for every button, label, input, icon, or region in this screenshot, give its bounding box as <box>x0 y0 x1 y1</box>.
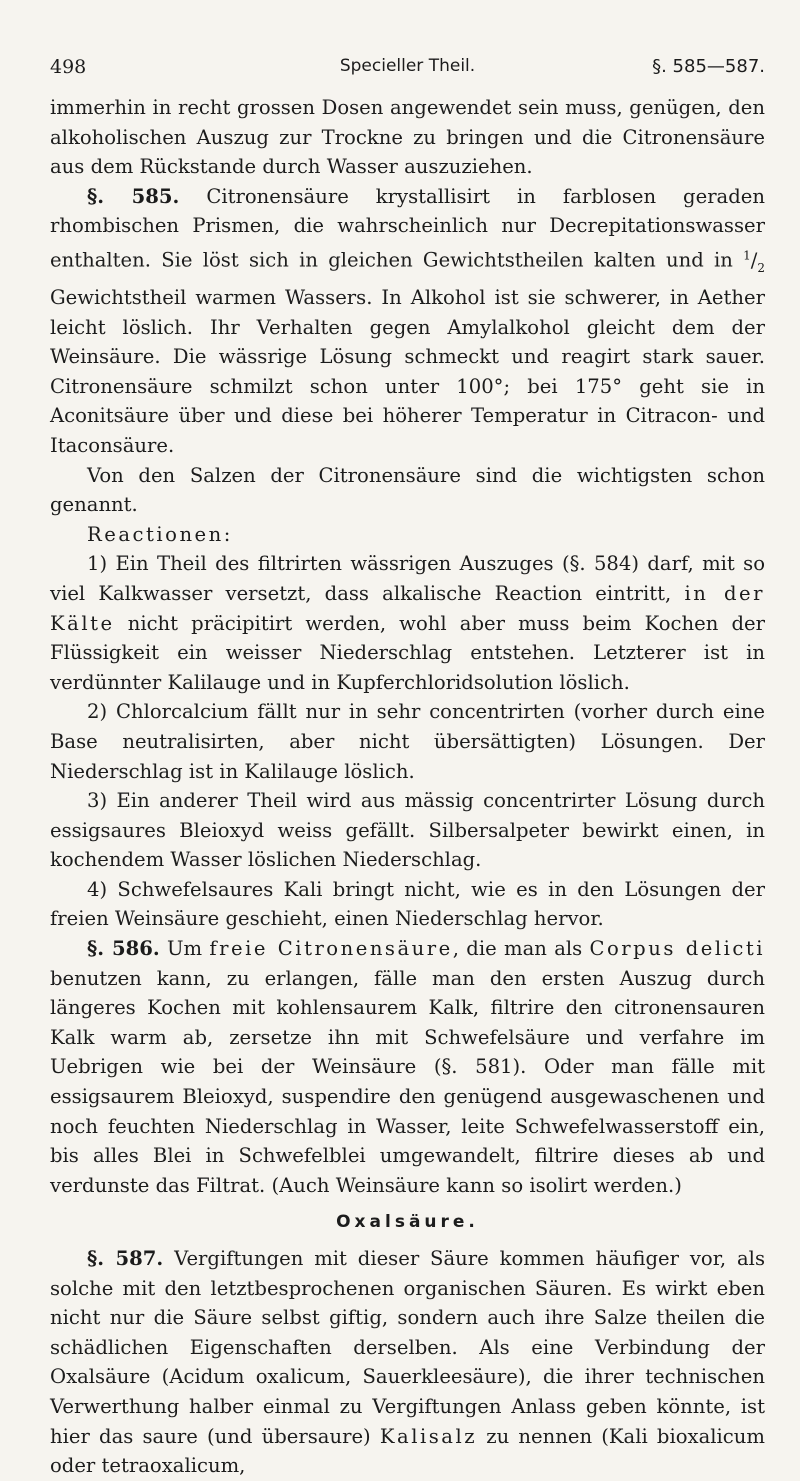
paragraph-587: §. 587. Vergiftungen mit dieser Säure kommen häufiger vor, als solche mit den letztbesprochenen organischen Säuren. Es wirkt eben nicht nur die Säure selbst giftig, sondern auch ihre Salze theilen die schädlichen Eigenschaften derselben. Als eine Verbindung der Oxalsäure (Acidum oxalicum, Sauerkleesäure), die ihrer technischen Verwerthung halber einmal zu Vergiftungen Anlass geben könnte, ist hier das saure (und übersaure) Kalisalz zu nennen (Kali bioxalicum oder tetraoxalicum, <box>50 1247 765 1478</box>
page-number: 498 <box>50 56 87 78</box>
page-body <box>50 93 765 1481</box>
section-number: §. 586. <box>87 937 160 961</box>
reaction-1: 1) Ein Theil des filtrirten wässrigen Auszuges (§. 584) darf, mit so viel Kalkwasser versetzt, dass alkalische Reaction eintritt, in der Kälte nicht präcipitirt werden, wohl aber muss beim Kochen der Flüssigkeit ein weisser Niederschlag entstehen. Letzterer ist in verdünnter Kalilauge und in Kupferchloridsolution löslich. <box>50 552 765 694</box>
section-number: §. 585. <box>87 184 180 208</box>
paragraph-585: §. 585. Citronensäure krystallisirt in farblosen geraden rhombischen Prismen, die wahrscheinlich nur Decrepitationswasser enthalten. Sie löst sich in gleichen Gewichtstheilen kalten und in $^1/_2$ Gewichtstheil warmen Wassers. In Alkohol ist sie schwerer, in Aether leicht löslich. Ihr Verhalten gegen Amylalkohol gleicht dem der Weinsäure. Die wässrige Lösung schmeckt und reagirt stark sauer. Citronensäure schmilzt schon unter 100°; bei 175° geht sie in Aconitsäure über und diese bei höherer Temperatur in Citracon- und Itaconsäure. <box>50 184 765 457</box>
fraction: $^1/_2$ <box>743 247 765 275</box>
reaction-3: 3) Ein anderer Theil wird aus mässig concentrirter Lösung durch essigsaures Bleioxyd weiss gefällt. Silbersalpeter bewirkt einen, in kochendem Wasser löslichen Niederschlag. <box>50 789 765 872</box>
reactions-heading: Reactionen: <box>87 522 233 546</box>
paragraph-586: §. 586. Um freie Citronensäure, die man als Corpus delicti benutzen kann, zu erlangen, fälle man den ersten Auszug durch längeres Kochen mit kohlensaurem Kalk, filtrire den citronensauren Kalk warm ab, zersetze ihn mit Schwefelsäure und verfahre im Uebrigen wie bei der Weinsäure (§. 581). Oder man fälle mit essigsaurem Bleioxyd, suspendire den genügend ausgewaschenen und noch feuchten Niederschlag in Wasser, leite Schwefelwasserstoff ein, bis alles Blei in Schwefelblei umgewandelt, filtrire dieses ab und verdunste das Filtrat. (Auch Weinsäure kann so isolirt werden.) <box>50 937 765 1197</box>
section-heading: Oxalsäure. <box>336 1212 479 1233</box>
paragraph-continuation: immerhin in recht grossen Dosen angewendet sein muss, genügen, den alkoholischen Auszug zur Trockne zu bringen und die Citronensäure aus dem Rückstande durch Wasser auszuziehen. <box>50 96 765 179</box>
running-title: Specieller Theil. <box>339 56 476 76</box>
paragraph-salts: Von den Salzen der Citronensäure sind die wichtigsten schon genannt. <box>50 463 765 517</box>
reaction-4: 4) Schwefelsaures Kali bringt nicht, wie es in den Lösungen der freien Weinsäure geschieht, einen Niederschlag hervor. <box>50 877 765 931</box>
section-number: §. 587. <box>87 1247 164 1270</box>
section-range: §. 585—587. <box>652 56 765 77</box>
reaction-2: 2) Chlorcalcium fällt nur in sehr concentrirten (vorher durch eine Base neutralisirten, aber nicht übersättigten) Lösungen. Der Niederschlag ist in Kalilauge löslich. <box>50 700 765 783</box>
page-header <box>50 56 765 82</box>
